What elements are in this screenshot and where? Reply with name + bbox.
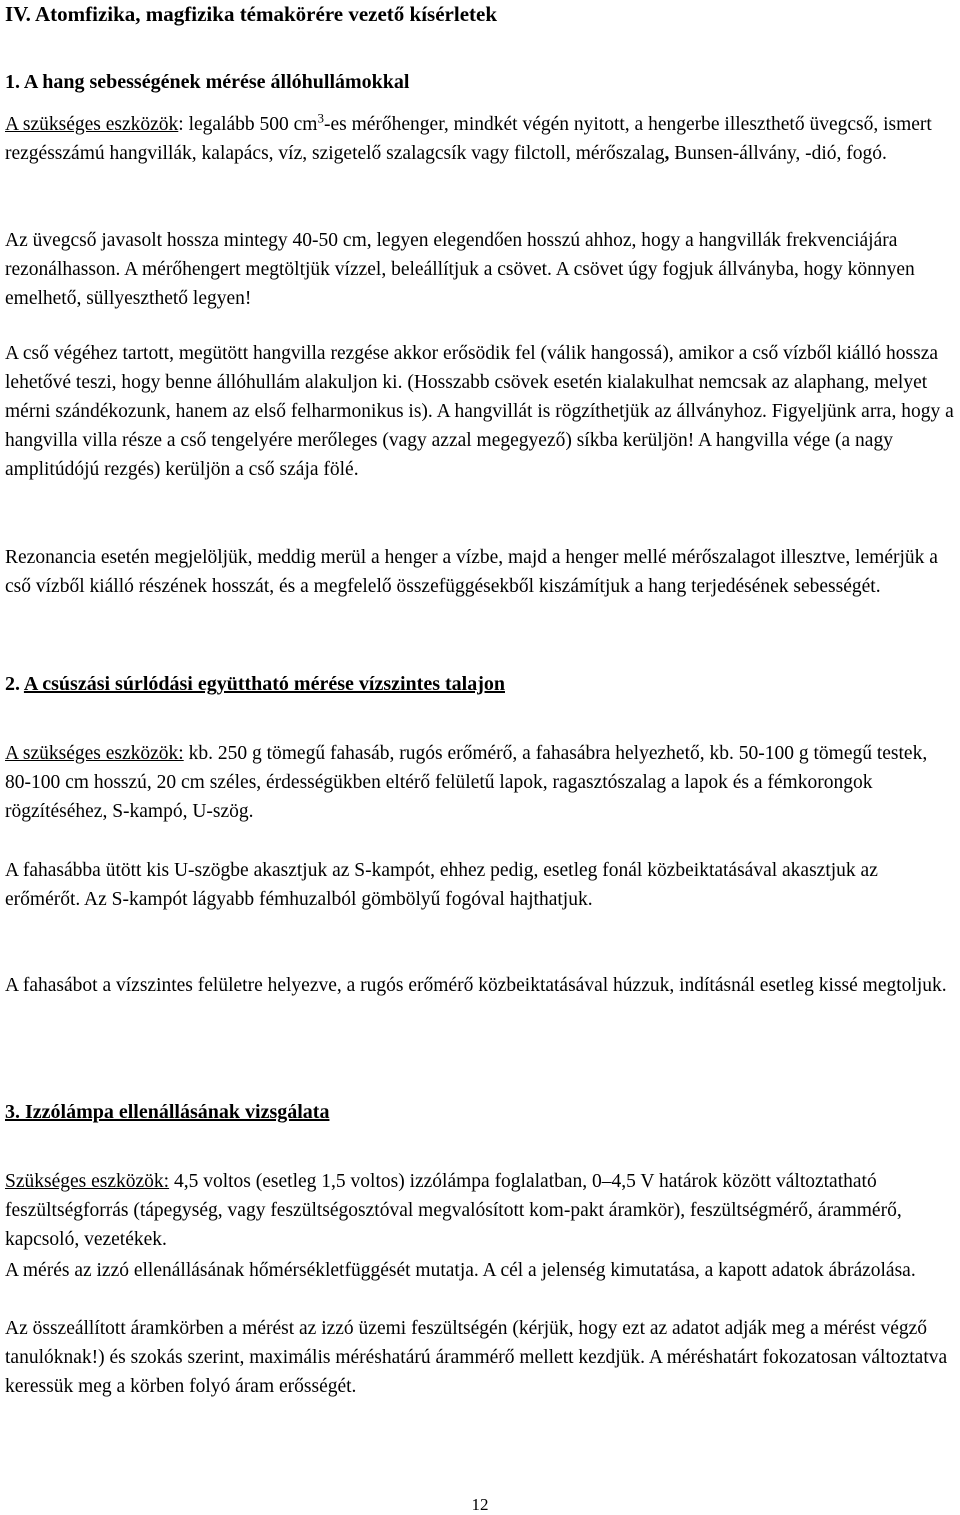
section-2-tools-text: kb. 250 g tömegű fahasáb, rugós erőmérő, a fahasábra helyezhető, kb. 50-100 g tömegű testek, 80-100 cm hosszú, 20 cm széles, érdességükben eltérő felületű lapok, ragasztószalag a lapok és a fémkorongok rögzítéséhez, S-kampó, U-szög. <box>5 743 928 822</box>
section-1-tools-text-b: -es mérőhenger, mindkét végén nyitott, a hengerbe illeszthető üvegcső, ismert rezgésszámú hangvillák, kalapács, víz, szigetelő szalagcsík vagy filctoll, mérőszalag <box>5 114 932 164</box>
bold-comma: , <box>664 143 670 164</box>
section-1-paragraph-3: Rezonancia esetén megjelöljük, meddig merül a henger a vízbe, majd a henger mellé mérőszalagot illesztve, lemérjük a cső vízből kiálló részének hosszát, és a megfelelő összefüggésekből kiszámítjuk a hang terjedésének sebességét. <box>5 547 938 597</box>
section-3-tools-text: 4,5 voltos (esetleg 1,5 voltos) izzólámpa foglalatban, 0–4,5 V határok között változtatható feszültségforrás (tápegység, vagy feszültségosztóval megvalósított kom-pakt áramkör), feszültségmérő, árammérő, kapcsoló, vezetékek. <box>5 1171 902 1250</box>
section-2-heading <box>5 671 955 697</box>
section-3-heading: 3. Izzólámpa ellenállásának vizsgálata <box>5 1101 330 1123</box>
section-2-tools <box>5 739 955 826</box>
superscript-3: 3 <box>317 110 324 126</box>
section-1-tools <box>5 110 955 168</box>
section-1-tools-label: A szükséges eszközök <box>5 114 179 135</box>
page-title: IV. Atomfizika, magfizika témakörére vezető kísérletek <box>5 2 498 26</box>
section-2-number: 2. <box>5 673 20 695</box>
section-2-paragraph-2: A fahasábot a vízszintes felületre helyezve, a rugós erőmérő közbeiktatásával húzzuk, indításnál esetleg kissé megtoljuk. <box>5 975 947 996</box>
section-1-heading: 1. A hang sebességének mérése állóhullámokkal <box>5 71 410 93</box>
section-1-paragraph-1: Az üvegcső javasolt hossza mintegy 40-50 cm, legyen elegendően hosszú ahhoz, hogy a hangvillák frekvenciájára rezonálhasson. A mérőhengert megtöltjük vízzel, beleállítjuk a csövet. A csövet úgy fogjuk állványba, hogy könnyen emelhető, süllyeszthető legyen! <box>5 230 915 309</box>
section-1-tools-text-a: : legalább 500 cm <box>178 114 318 135</box>
section-3-paragraph-1: A mérés az izzó ellenállásának hőmérsékletfüggését mutatja. A cél a jelenség kimutatása, a kapott adatok ábrázolása. <box>5 1260 916 1281</box>
section-3-tools-label: Szükséges eszközök: <box>5 1171 170 1192</box>
section-3-tools <box>5 1167 955 1254</box>
section-3-paragraph-2: Az összeállított áramkörben a mérést az izzó üzemi feszültségén (kérjük, hogy ezt az adatot adják meg a mérést végző tanulóknak!) és szokás szerint, maximális méréshatárú árammérő mellett kezdjük. A méréshatárt fokozatosan változtatva keressük meg a körben folyó áram erősségét. <box>5 1318 948 1397</box>
section-1-tools-text-c: Bunsen-állvány, -dió, fogó. <box>669 143 887 164</box>
section-2-paragraph-1: A fahasábba ütött kis U-szögbe akasztjuk az S-kampót, ehhez pedig, esetleg fonál közbeiktatásával akasztjuk az erőmérőt. Az S-kampót lágyabb fémhuzalból gömbölyű fogóval hajthatjuk. <box>5 860 878 910</box>
page-number: 12 <box>471 1495 489 1514</box>
section-2-tools-label: A szükséges eszközök: <box>5 743 184 764</box>
section-1-paragraph-2: A cső végéhez tartott, megütött hangvilla rezgése akkor erősödik fel (válik hangossá), amikor a cső vízből kiálló hossza lehetővé teszi, hogy benne állóhullám alakuljon ki. (Hosszabb csövek esetén kialakulhat nemcsak az alaphang, melyet mérni szándékozunk, hanem az első felharmonikus is). A hangvillát is rögzíthetjük az állványhoz. Figyeljünk arra, hogy a hangvilla villa része a cső tengelyére merőleges (vagy azzal megegyező) síkba kerüljön! A hangvilla vége (a nagy amplitúdójú rezgés) kerüljön a cső szája fölé. <box>5 343 954 480</box>
section-2-title: A csúszási súrlódási együttható mérése vízszintes talajon <box>23 673 505 695</box>
